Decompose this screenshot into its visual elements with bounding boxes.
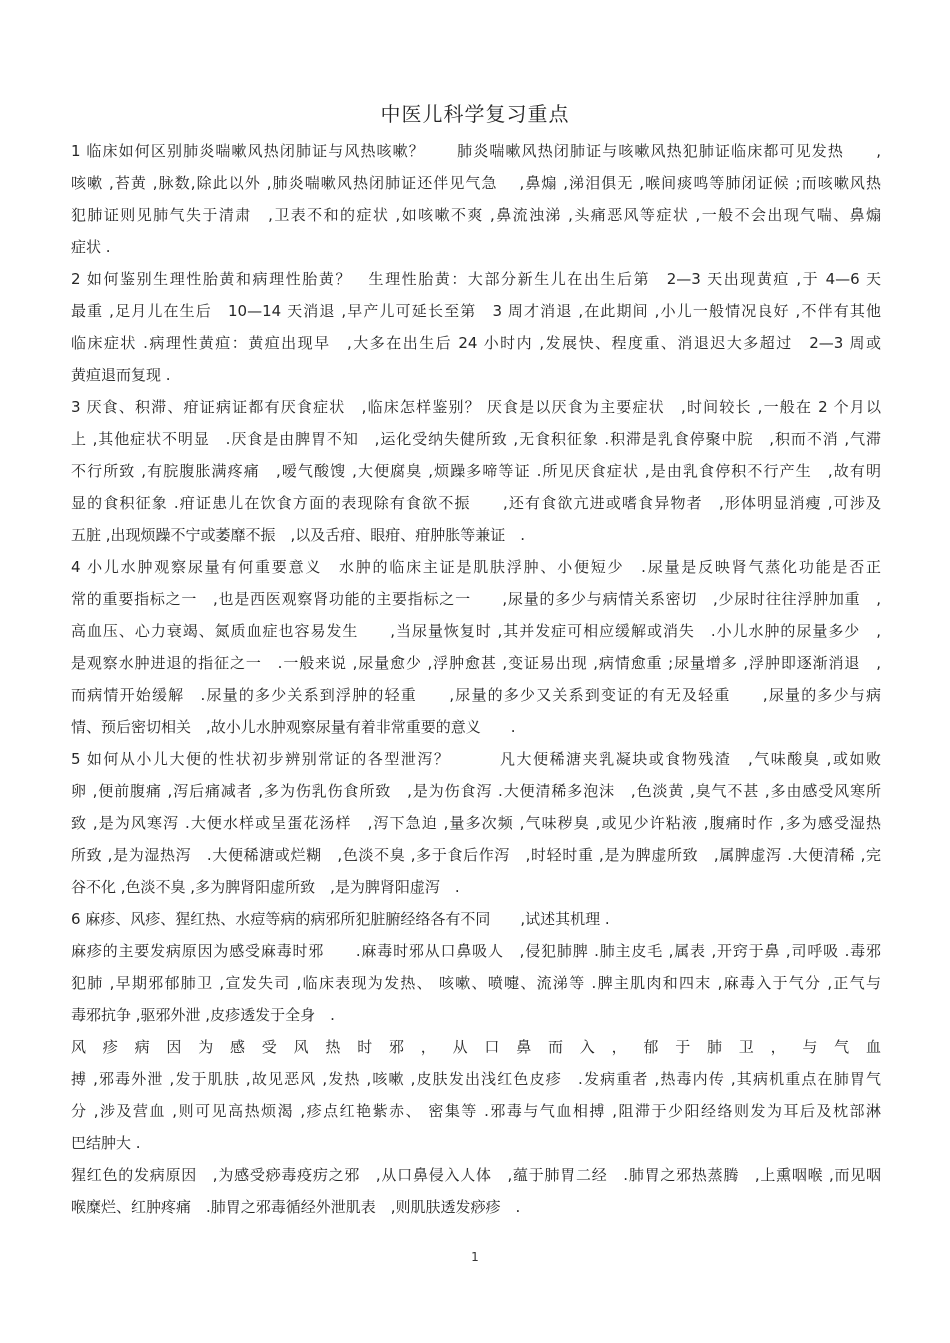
paragraph: [71, 392, 881, 552]
text-line: 毒邪抗争 ,驱邪外泄 ,皮疹透发于全身 .: [71, 1006, 335, 1024]
text-line: 咳嗽 ,苔黄 ,脉数,除此以外 ,肺炎喘嗽风热闭肺证还伴见气急 ,鼻煽 ,涕泪俱无 ,喉间痰鸣等肺闭证候 ;而咳嗽风热: [71, 174, 881, 192]
text-line: 最重 ,足月儿在生后 10—14 天消退 ,早产儿可延长至第 3 周才消退 ,在此期间 ,小儿一般情况良好 ,不伴有其他: [71, 302, 881, 320]
text-line: 6 麻疹、风疹、猩红热、水痘等病的病邪所犯脏腑经络各有不同 ,试述其机理 .: [71, 910, 610, 928]
page-number: 1: [471, 1250, 479, 1264]
text-line: 五脏 ,出现烦躁不宁或萎靡不振 ,以及舌疳、眼疳、疳肿胀等兼证 .: [71, 526, 526, 544]
text-line: 上 ,其他症状不明显 .厌食是由脾胃不知 ,运化受纳失健所致 ,无食积征象 .积滞是乳食停聚中脘 ,积而不消 ,气滞: [71, 430, 881, 448]
text-line: 麻疹的主要发病原因为感受麻毒时邪 .麻毒时邪从口鼻吸人 ,侵犯肺脾 .肺主皮毛 ,属表 ,开窍于鼻 ,司呼吸 .毒邪: [71, 942, 881, 960]
text-line: 高血压、心力衰竭、氮质血症也容易发生 ,当尿量恢复时 ,其并发症可相应缓解或消失 .小儿水肿的尿量多少 ,: [71, 622, 881, 640]
paragraph: [71, 136, 881, 264]
text-line: 4 小儿水肿观察尿量有何重要意义 水肿的临床主证是肌肤浮肿、小便短少 .尿量是反映肾气蒸化功能是否正: [71, 558, 881, 576]
text-line: 犯肺证则见肺气失于清肃 ,卫表不和的症状 ,如咳嗽不爽 ,鼻流浊涕 ,头痛恶风等症状 ,一般不会出现气喘、鼻煽: [71, 206, 881, 224]
paragraph: [71, 904, 881, 936]
text-line: 致 ,是为风寒泻 .大便水样或呈蛋花汤样 ,泻下急迫 ,量多次频 ,气味秽臭 ,或见少许粘液 ,腹痛时作 ,多为感受湿热: [71, 814, 881, 832]
text-line: 喉糜烂、红肿疼痛 .肺胃之邪毒循经外泄肌表 ,则肌肤透发痧疹 .: [71, 1198, 521, 1216]
paragraph: [71, 936, 881, 1032]
paragraph: [71, 1160, 881, 1224]
paragraph: [71, 1032, 881, 1160]
text-line: 不行所致 ,有脘腹胀满疼痛 ,嗳气酸馊 ,大便腐臭 ,烦躁多啼等证 .所见厌食症状 ,是由乳食停积不行产生 ,故有明: [71, 462, 881, 480]
text-line: 3 厌食、积滞、疳证病证都有厌食症状 ,临床怎样鉴别？ 厌食是以厌食为主要症状 ,时间较长 ,一般在 2 个月以: [71, 398, 881, 416]
paragraph: [71, 552, 881, 744]
text-line: 1 临床如何区别肺炎喘嗽风热闭肺证与风热咳嗽？ 肺炎喘嗽风热闭肺证与咳嗽风热犯肺证临床都可见发热 ,: [71, 142, 881, 160]
text-line: 黄疸退而复现 .: [71, 366, 171, 384]
paragraph: [71, 264, 881, 392]
text-line: 谷不化 ,色淡不臭 ,多为脾肾阳虚所致 ,是为脾肾阳虚泻 .: [71, 878, 460, 896]
text-line: 而病情开始缓解 .尿量的多少关系到浮肿的轻重 ,尿量的多少又关系到变证的有无及轻重 ,尿量的多少与病: [71, 686, 881, 704]
paragraph: [71, 744, 881, 904]
text-line: 常的重要指标之一 ,也是西医观察肾功能的主要指标之一 ,尿量的多少与病情关系密切 ,少尿时往往浮肿加重 ,: [71, 590, 881, 608]
text-line: 2 如何鉴别生理性胎黄和病理性胎黄？ 生理性胎黄：大部分新生儿在出生后第 2—3 天出现黄疸 ,于 4—6 天: [71, 270, 881, 288]
text-line: 症状 .: [71, 238, 111, 256]
text-line: 巴结肿大 .: [71, 1134, 141, 1152]
text-line: 分 ,涉及营血 ,则可见高热烦渴 ,疹点红艳紫赤、 密集等 .邪毒与气血相搏 ,阻滞于少阳经络则发为耳后及枕部淋: [71, 1102, 881, 1120]
text-line: 卵 ,便前腹痛 ,泻后痛减者 ,多为伤乳伤食所致 ,是为伤食泻 .大便清稀多泡沫 ,色淡黄 ,臭气不甚 ,多由感受风寒所: [71, 782, 881, 800]
text-line: 搏 ,邪毒外泄 ,发于肌肤 ,故见恶风 ,发热 ,咳嗽 ,皮肤发出浅红色皮疹 .发病重者 ,热毒内传 ,其病机重点在肺胃气: [71, 1070, 881, 1088]
text-line: 情、预后密切相关 ,故小儿水肿观察尿量有着非常重要的意义 .: [71, 718, 516, 736]
text-line: 5 如何从小儿大便的性状初步辨别常证的各型泄泻？ 凡大便稀溏夹乳凝块或食物残渣 ,气味酸臭 ,或如败: [71, 750, 881, 768]
text-line: 显的食积征象 .疳证患儿在饮食方面的表现除有食欲不振 ,还有食欲亢进或嗜食异物者 ,形体明显消瘦 ,可涉及: [71, 494, 881, 512]
document-title: 中医儿科学复习重点: [380, 102, 570, 126]
text-line: 是观察水肿进退的指征之一 .一般来说 ,尿量愈少 ,浮肿愈甚 ,变证易出现 ,病情愈重 ;尿量增多 ,浮肿即逐渐消退 ,: [71, 654, 881, 672]
text-line: 临床症状 .病理性黄疸：黄疸出现早 ,大多在出生后 24 小时内 ,发展快、程度重、消退迟大多超过 2—3 周或: [71, 334, 881, 352]
document-body: [71, 136, 881, 1224]
text-line: 犯肺 ,早期邪郁肺卫 ,宣发失司 ,临床表现为发热、 咳嗽、喷嚏、流涕等 .脾主肌肉和四末 ,麻毒入于气分 ,正气与: [71, 974, 881, 992]
text-line: 猩红色的发病原因 ,为感受痧毒疫疠之邪 ,从口鼻侵入人体 ,蕴于肺胃二经 .肺胃之邪热蒸腾 ,上熏咽喉 ,而见咽: [71, 1166, 881, 1184]
text-line: 所致 ,是为湿热泻 .大便稀溏或烂糊 ,色淡不臭 ,多于食后作泻 ,时轻时重 ,是为脾虚所致 ,属脾虚泻 .大便清稀 ,完: [71, 846, 881, 864]
text-line: 风疹病因为感受风热时邪，从口鼻而入，郁于肺卫，与气血: [71, 1038, 881, 1056]
